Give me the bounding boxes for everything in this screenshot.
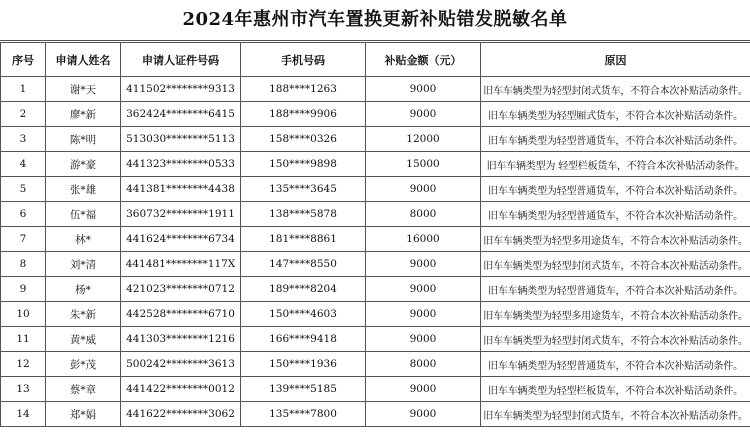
- cell-amount: 15000: [366, 152, 481, 177]
- cell-id-number: 411502********9313: [121, 77, 241, 102]
- cell-name: 郑*娟: [46, 402, 121, 427]
- cell-phone: 150****1936: [241, 352, 366, 377]
- cell-id-number: 513030********5113: [121, 127, 241, 152]
- cell-id-number: 441303********1216: [121, 327, 241, 352]
- header-row: [1, 43, 750, 77]
- cell-amount: 9000: [366, 402, 481, 427]
- cell-reason: 旧车车辆类型为轻型多用途货车，不符合本次补贴活动条件。: [481, 227, 750, 252]
- cell-amount: 9000: [366, 277, 481, 302]
- cell-amount: 9000: [366, 102, 481, 127]
- cell-amount: 9000: [366, 327, 481, 352]
- cell-id-number: 421023********0712: [121, 277, 241, 302]
- cell-name: 谢*天: [46, 77, 121, 102]
- table-row: [1, 177, 750, 202]
- cell-id-number: 441624********6734: [121, 227, 241, 252]
- cell-phone: 135****7800: [241, 402, 366, 427]
- cell-index: 1: [1, 77, 46, 102]
- cell-amount: 9000: [366, 177, 481, 202]
- cell-id-number: 362424********6415: [121, 102, 241, 127]
- table-row: [1, 327, 750, 352]
- table-row: [1, 77, 750, 102]
- cell-amount: 8000: [366, 202, 481, 227]
- cell-index: 3: [1, 127, 46, 152]
- cell-reason: 旧车车辆类型为轻型封闭式货车，不符合本次补贴活动条件。: [481, 252, 750, 277]
- table-row: [1, 277, 750, 302]
- cell-index: 11: [1, 327, 46, 352]
- cell-id-number: 500242********3613: [121, 352, 241, 377]
- cell-name: 伍*福: [46, 202, 121, 227]
- cell-phone: 150****4603: [241, 302, 366, 327]
- cell-amount: 16000: [366, 227, 481, 252]
- cell-phone: 188****9906: [241, 102, 366, 127]
- cell-reason: 旧车车辆类型为轻型普通货车，不符合本次补贴活动条件。: [481, 177, 750, 202]
- cell-index: 12: [1, 352, 46, 377]
- cell-reason: 旧车车辆类型为轻型栏板货车，不符合本次补贴活动条件。: [481, 377, 750, 402]
- cell-reason: 旧车车辆类型为轻型普通货车，不符合本次补贴活动条件。: [481, 277, 750, 302]
- document-title: 2024年惠州市汽车置换更新补贴错发脱敏名单: [0, 0, 750, 41]
- cell-reason: 旧车车辆类型为轻型普通货车，不符合本次补贴活动条件。: [481, 202, 750, 227]
- table-row: [1, 152, 750, 177]
- table-body: [1, 77, 750, 427]
- cell-phone: 147****8550: [241, 252, 366, 277]
- cell-phone: 139****5185: [241, 377, 366, 402]
- header-index: 序号: [1, 43, 46, 77]
- table-row: [1, 377, 750, 402]
- header-phone: 手机号码: [241, 43, 366, 77]
- cell-amount: 9000: [366, 77, 481, 102]
- cell-reason: 旧车车辆类型为 轻型栏板货车，不符合本次补贴活动条件。: [481, 152, 750, 177]
- cell-name: 游*豪: [46, 152, 121, 177]
- cell-name: 林*: [46, 227, 121, 252]
- cell-index: 4: [1, 152, 46, 177]
- cell-reason: 旧车车辆类型为轻型多用途货车，不符合本次补贴活动条件。: [481, 302, 750, 327]
- cell-id-number: 442528********6710: [121, 302, 241, 327]
- cell-index: 2: [1, 102, 46, 127]
- cell-index: 9: [1, 277, 46, 302]
- cell-phone: 181****8861: [241, 227, 366, 252]
- cell-index: 14: [1, 402, 46, 427]
- header-amount: 补贴金额（元）: [366, 43, 481, 77]
- cell-phone: 158****0326: [241, 127, 366, 152]
- cell-phone: 189****8204: [241, 277, 366, 302]
- cell-reason: 旧车车辆类型为轻型厢式货车，不符合本次补贴活动条件。: [481, 102, 750, 127]
- cell-amount: 8000: [366, 352, 481, 377]
- cell-index: 5: [1, 177, 46, 202]
- cell-id-number: 441481********117X: [121, 252, 241, 277]
- cell-id-number: 360732********1911: [121, 202, 241, 227]
- cell-name: 廖*新: [46, 102, 121, 127]
- cell-reason: 旧车车辆类型为轻型普通货车，不符合本次补贴活动条件。: [481, 127, 750, 152]
- cell-reason: 旧车车辆类型为轻型封闭式货车，不符合本次补贴活动条件。: [481, 327, 750, 352]
- header-name: 申请人姓名: [46, 43, 121, 77]
- table-row: [1, 302, 750, 327]
- table-row: [1, 202, 750, 227]
- cell-name: 朱*新: [46, 302, 121, 327]
- cell-reason: 旧车车辆类型为轻型封闭式货车，不符合本次补贴活动条件。: [481, 402, 750, 427]
- subsidy-table: [0, 42, 750, 427]
- cell-phone: 135****3645: [241, 177, 366, 202]
- cell-phone: 188****1263: [241, 77, 366, 102]
- cell-id-number: 441622********3062: [121, 402, 241, 427]
- cell-index: 7: [1, 227, 46, 252]
- header-id-number: 申请人证件号码: [121, 43, 241, 77]
- table-row: [1, 402, 750, 427]
- cell-name: 黄*威: [46, 327, 121, 352]
- table-row: [1, 127, 750, 152]
- cell-amount: 9000: [366, 377, 481, 402]
- cell-index: 6: [1, 202, 46, 227]
- table-row: [1, 252, 750, 277]
- cell-reason: 旧车车辆类型为轻型普通货车，不符合本次补贴活动条件。: [481, 352, 750, 377]
- table-row: [1, 352, 750, 377]
- cell-id-number: 441381********4438: [121, 177, 241, 202]
- table-row: [1, 227, 750, 252]
- cell-name: 杨*: [46, 277, 121, 302]
- cell-name: 陈*明: [46, 127, 121, 152]
- cell-phone: 150****9898: [241, 152, 366, 177]
- cell-reason: 旧车车辆类型为轻型封闭式货车，不符合本次补贴活动条件。: [481, 77, 750, 102]
- cell-index: 10: [1, 302, 46, 327]
- cell-amount: 12000: [366, 127, 481, 152]
- cell-name: 刘*清: [46, 252, 121, 277]
- table-header: [1, 43, 750, 77]
- cell-phone: 166****9418: [241, 327, 366, 352]
- cell-id-number: 441422********0012: [121, 377, 241, 402]
- cell-name: 蔡*章: [46, 377, 121, 402]
- header-reason: 原因: [481, 43, 750, 77]
- cell-id-number: 441323********0533: [121, 152, 241, 177]
- table-row: [1, 102, 750, 127]
- cell-index: 8: [1, 252, 46, 277]
- cell-index: 13: [1, 377, 46, 402]
- cell-amount: 9000: [366, 252, 481, 277]
- cell-name: 彭*茂: [46, 352, 121, 377]
- cell-phone: 138****5878: [241, 202, 366, 227]
- cell-name: 张*雄: [46, 177, 121, 202]
- cell-amount: 9000: [366, 302, 481, 327]
